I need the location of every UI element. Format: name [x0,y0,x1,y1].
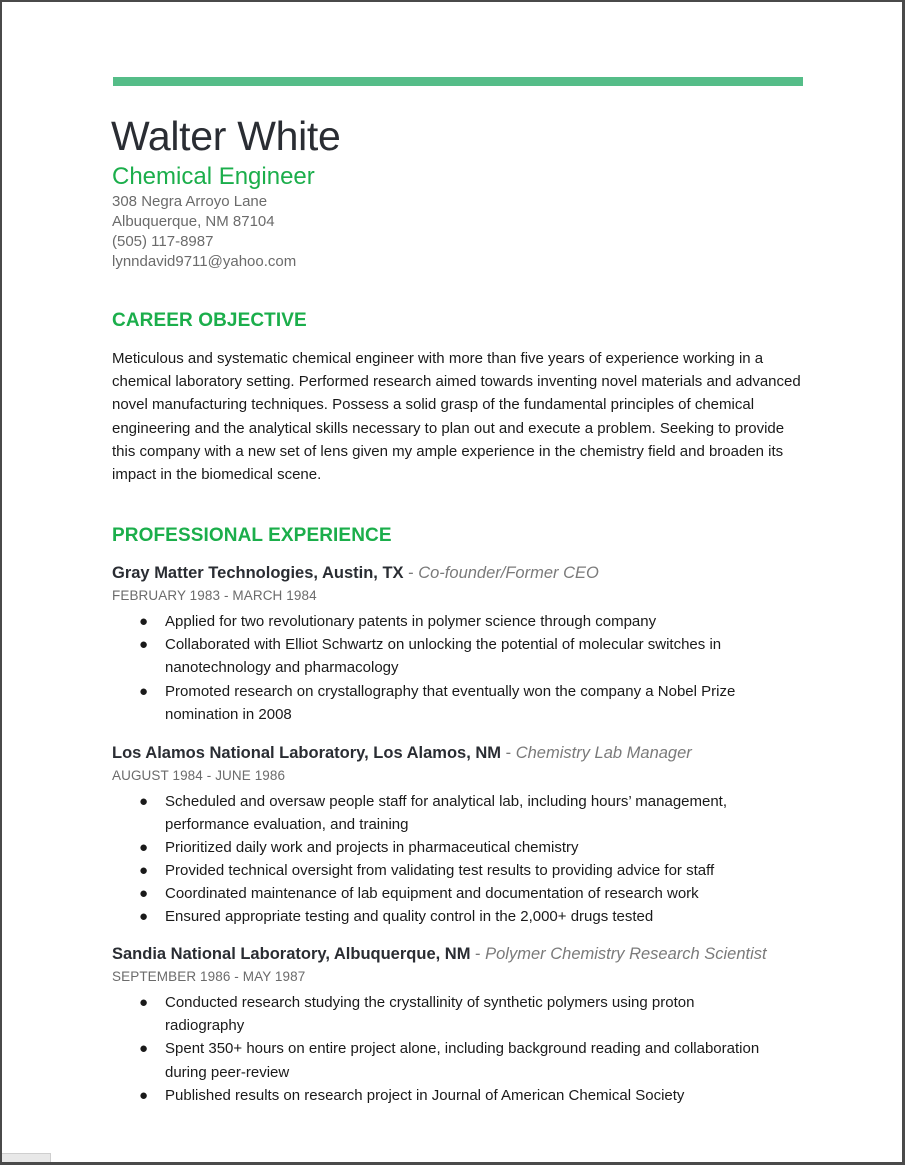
header-accent-bar [113,77,803,86]
job-company: Los Alamos National Laboratory, Los Alamos, NM [112,743,502,762]
job-bullet [111,905,775,928]
bullet-icon: ● [139,682,149,700]
job-bullet [111,633,775,679]
bullet-text: Provided technical oversight from validating test results to providing advice for staff [165,861,715,879]
job-bullet [111,991,775,1037]
job-header [112,742,811,764]
contact-email: lynndavid9711@yahoo.com [112,253,297,270]
contact-address-city: Albuquerque, NM 87104 [112,213,275,230]
job-bullet [111,1084,775,1107]
bullet-icon: ● [139,994,149,1012]
career-objective-heading: CAREER OBJECTIVE [112,310,307,331]
career-objective-text: Meticulous and systematic chemical engineer with more than five years of experience working in a chemical laboratory setting. Performed research aimed towards inventing novel materials and advanced novel manufacturing techniques. Possess a solid grasp of the fundamental principles of chemical engineering and the analytical skills necessary to plan out and execute a problem. Seeking to provide this company with a new set of lens given my ample experience in the chemistry field and broaden its impact in the biomedical scene. [112,350,801,484]
bullet-text: Ensured appropriate testing and quality control in the 2,000+ drugs tested [165,908,654,926]
bullet-icon: ● [139,838,149,856]
job-separator: - [501,743,516,762]
job-bullet [111,1037,775,1083]
bullet-text: Collaborated with Elliot Schwartz on unlocking the potential of molecular switches in nanotechnology and pharmacology [165,636,722,677]
job-company: Gray Matter Technologies, Austin, TX [112,564,404,583]
bullet-icon: ● [139,613,149,631]
bullet-icon: ● [139,861,149,879]
bullet-text: Scheduled and oversaw people staff for analytical lab, including hours’ management, performance evaluation, and training [165,792,728,833]
candidate-name: Walter White [111,113,341,159]
job-company: Sandia National Laboratory, Albuquerque, NM [112,945,471,964]
candidate-title: Chemical Engineer [112,163,315,190]
bullet-icon: ● [139,1086,149,1104]
job-entry [111,742,811,929]
bullet-text: Prioritized daily work and projects in pharmaceutical chemistry [165,838,579,856]
bullet-text: Conducted research studying the crystallinity of synthetic polymers using proton radiography [165,994,695,1035]
job-entry [111,943,811,1106]
job-entry [111,562,811,725]
job-bullet [111,859,775,882]
job-role: Co-founder/Former CEO [418,564,599,583]
job-header [112,562,811,584]
contact-block [111,192,811,272]
job-bullet-list [111,610,811,725]
job-bullet [111,836,775,859]
job-bullet [111,610,775,633]
job-dates: AUGUST 1984 - JUNE 1986 [112,767,286,783]
contact-address-street: 308 Negra Arroyo Lane [112,193,268,210]
bullet-icon: ● [139,1040,149,1058]
job-header [112,943,811,965]
job-separator: - [403,564,419,583]
job-bullet [111,790,775,836]
job-dates: FEBRUARY 1983 - MARCH 1984 [112,588,317,604]
bullet-icon: ● [139,885,149,903]
bullet-icon: ● [139,908,149,926]
bullet-text: Coordinated maintenance of lab equipment and documentation of research work [165,885,699,903]
bullet-text: Promoted research on crystallography that eventually won the company a Nobel Prize nomination in 2008 [165,682,736,723]
bullet-text: Published results on research project in Journal of American Chemical Society [165,1086,685,1104]
job-separator: - [470,945,486,964]
job-bullet-list [111,790,811,929]
job-role: Polymer Chemistry Research Scientist [485,945,767,964]
job-bullet [111,882,775,905]
bullet-text: Applied for two revolutionary patents in polymer science through company [165,613,657,631]
professional-experience-heading: PROFESSIONAL EXPERIENCE [112,525,392,547]
bullet-icon: ● [139,636,149,654]
contact-phone: (505) 117-8987 [112,233,214,250]
job-bullet-list [111,991,811,1106]
bullet-icon: ● [139,792,149,810]
bullet-text: Spent 350+ hours on entire project alone, including background reading and collaboration during peer-review [165,1040,760,1081]
job-dates: SEPTEMBER 1986 - MAY 1987 [112,969,306,985]
page-corner-tab [2,1153,51,1162]
job-bullet [111,680,775,726]
resume-content [111,110,811,1107]
job-role: Chemistry Lab Manager [515,743,692,762]
